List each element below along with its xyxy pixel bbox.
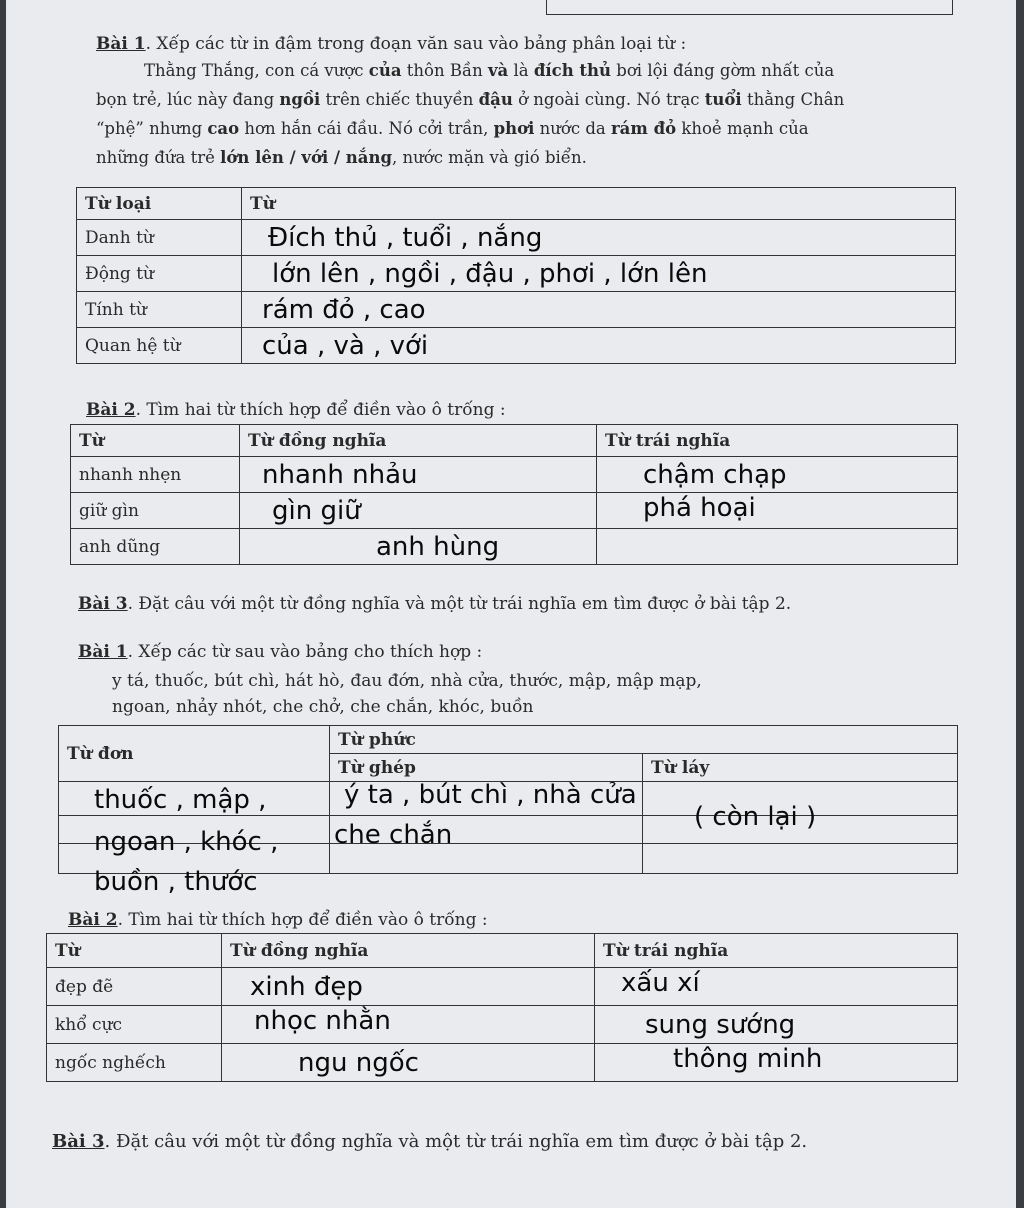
passage-line: Thằng Thắng, con cá vược của thôn Bần và là đích thủ bơi lội đáng gờm nhất của (144, 61, 835, 80)
row-word: anh dũng (71, 529, 240, 565)
table-header-row (59, 726, 958, 754)
table-row (47, 1044, 958, 1082)
handwritten-answer: lớn lên , ngồi , đậu , phơi , lớn lên (242, 256, 956, 292)
p2-ex3-instruction: . Đặt câu với một từ đồng nghĩa và một từ trái nghĩa em tìm được ở bài tập 2. (104, 1131, 808, 1152)
table-header-row (47, 934, 958, 968)
header-tu-ghep: Từ ghép (330, 754, 643, 782)
handwritten-answer: của , và , với (242, 328, 956, 364)
handwritten-synonym: nhanh nhảu (240, 457, 597, 493)
p1-ex1-title (96, 30, 686, 58)
handwritten-synonym: xinh đẹp (222, 968, 595, 1006)
passage-line: bọn trẻ, lúc này đang ngồi trên chiếc thuyền đậu ở ngoài cùng. Nó trạc tuổi thằng Chân (96, 90, 845, 109)
row-word: ngốc nghếch (47, 1044, 222, 1082)
handwritten-tu-lay: ( còn lại ) (694, 802, 817, 832)
header-tu-lay: Từ láy (643, 754, 958, 782)
p2-ex1-title (78, 638, 482, 666)
header-tu-don: Từ đơn (59, 726, 330, 782)
row-word: giữ gìn (71, 493, 240, 529)
handwritten-synonym: gìn giữ (240, 493, 597, 529)
p2-ex2-instruction: . Tìm hai từ thích hợp để điền vào ô trống : (117, 910, 488, 930)
handwritten-tu-don: thuốc , mập , (94, 785, 267, 815)
handwritten-antonym (597, 529, 958, 565)
handwritten-antonym: chậm chạp (597, 457, 958, 493)
handwritten-answer: Đích thủ , tuổi , nắng (242, 220, 956, 256)
p2-ex1-instruction: . Xếp các từ sau vào bảng cho thích hợp : (127, 642, 483, 662)
row-label: Tính từ (77, 292, 242, 328)
header-tu: Từ (71, 425, 240, 457)
row-word: nhanh nhẹn (71, 457, 240, 493)
p2-ex2-label: Bài 2 (68, 910, 118, 930)
p2-ex2-table (46, 933, 958, 1082)
table-row (77, 256, 956, 292)
top-table-edge (546, 0, 953, 15)
handwritten-antonym: xấu xí (595, 968, 958, 1006)
row-label: Danh từ (77, 220, 242, 256)
p1-ex3-instruction: . Đặt câu với một từ đồng nghĩa và một từ trái nghĩa em tìm được ở bài tập 2. (127, 594, 792, 614)
handwritten-antonym: sung sướng (595, 1006, 958, 1044)
handwritten-tu-ghep: che chắn (334, 820, 453, 850)
p2-ex1-words-line1: y tá, thuốc, bút chì, hát hò, đau đớn, nhà cửa, thước, mập, mập mạp, (112, 671, 702, 691)
p1-ex1-instruction: . Xếp các từ in đậm trong đoạn văn sau vào bảng phân loại từ : (145, 34, 687, 54)
table-row (71, 529, 958, 565)
p1-ex2-instruction: . Tìm hai từ thích hợp để điền vào ô trống : (135, 400, 506, 420)
header-tu: Từ (242, 188, 956, 220)
p1-ex3-label: Bài 3 (78, 594, 128, 614)
table-row (77, 220, 956, 256)
header-trai-nghia: Từ trái nghĩa (597, 425, 958, 457)
p1-ex2-label: Bài 2 (86, 400, 136, 420)
row-label: Quan hệ từ (77, 328, 242, 364)
p2-ex1-words-line2: ngoan, nhảy nhót, che chở, che chắn, khóc, buồn (112, 697, 534, 717)
handwritten-synonym: anh hùng (240, 529, 597, 565)
handwritten-antonym: phá hoại (597, 493, 958, 529)
p1-ex1-label: Bài 1 (96, 34, 146, 54)
passage-line: những đứa trẻ lớn lên / với / nắng, nước mặn và gió biển. (96, 148, 587, 167)
p1-ex1-passage (96, 56, 966, 172)
row-label: Động từ (77, 256, 242, 292)
table-row (47, 1006, 958, 1044)
p1-ex1-table (76, 187, 956, 364)
table-header-row (71, 425, 958, 457)
table-row (77, 328, 956, 364)
p2-ex3 (52, 1128, 807, 1156)
handwritten-antonym: thông minh (595, 1044, 958, 1082)
handwritten-tu-don: ngoan , khóc , (94, 827, 279, 857)
header-dong-nghia: Từ đồng nghĩa (222, 934, 595, 968)
handwritten-tu-don: buồn , thước (94, 867, 258, 897)
p1-ex2-title (86, 396, 506, 424)
p1-ex2-table (70, 424, 958, 565)
p2-ex1-label: Bài 1 (78, 642, 128, 662)
header-tu-phuc: Từ phức (330, 726, 958, 754)
header-dong-nghia: Từ đồng nghĩa (240, 425, 597, 457)
table-row (71, 493, 958, 529)
worksheet-page (6, 0, 1016, 1208)
table-header-row (77, 188, 956, 220)
p2-ex3-label: Bài 3 (52, 1131, 105, 1152)
p2-ex2-title (68, 906, 488, 934)
handwritten-answer: rám đỏ , cao (242, 292, 956, 328)
table-row (77, 292, 956, 328)
table-row (47, 968, 958, 1006)
handwritten-synonym: nhọc nhằn (222, 1006, 595, 1044)
table-row (71, 457, 958, 493)
p1-ex3 (78, 590, 791, 618)
header-tu: Từ (47, 934, 222, 968)
row-word: khổ cực (47, 1006, 222, 1044)
row-word: đẹp đẽ (47, 968, 222, 1006)
passage-line: “phệ” nhưng cao hơn hắn cái đầu. Nó cởi trần, phơi nước da rám đỏ khoẻ mạnh của (96, 119, 809, 138)
handwritten-tu-ghep: ý ta , bút chì , nhà cửa (344, 780, 637, 810)
header-trai-nghia: Từ trái nghĩa (595, 934, 958, 968)
handwritten-synonym: ngu ngốc (222, 1044, 595, 1082)
header-tu-loai: Từ loại (77, 188, 242, 220)
